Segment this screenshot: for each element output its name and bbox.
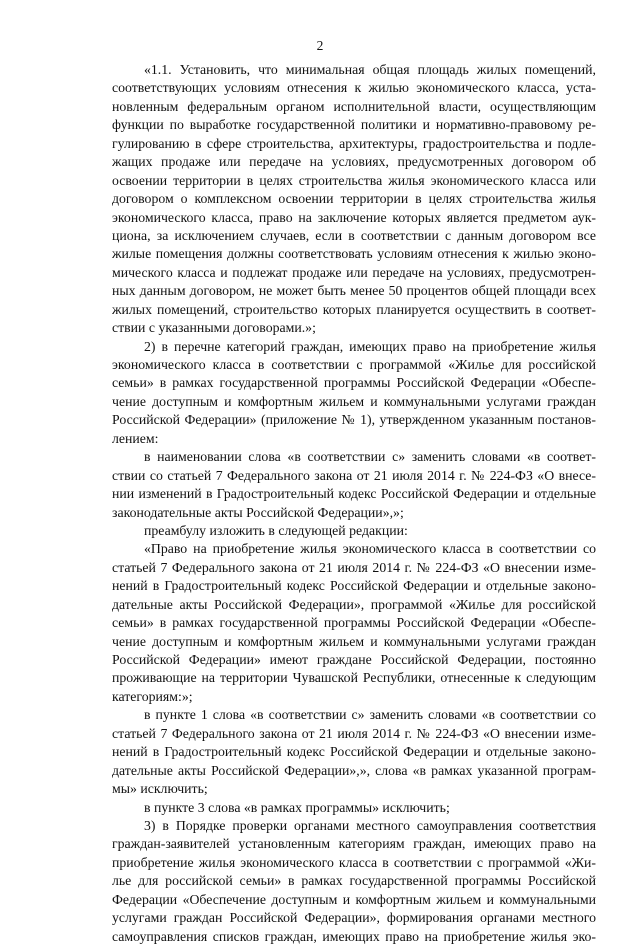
page-number: 2 <box>316 38 324 53</box>
text-line: Российской Федерации» имеют граждане Российской Федерации, постоянно <box>112 652 596 667</box>
text-line: лье для российской семьи» в рамках государственной программы Российской <box>112 873 596 889</box>
text-line: гулированию в сфере строительства, архитектуры, градостроительства и подле- <box>112 135 596 151</box>
text-line: «1.1. Установить, что минимальная общая площадь жилых помещений, <box>144 62 596 77</box>
text-line: лением: <box>112 430 159 446</box>
text-line: услугами граждан Российской Федерации», формирования органами местного <box>112 910 596 926</box>
document-body <box>112 61 596 946</box>
text-line: жилых помещений, строительство которых планируется осуществить в соответ- <box>112 301 596 317</box>
text-line: проживающие на территории Чувашской Республики, отнесенные к следующим <box>112 670 596 686</box>
text-line: экономического класса, право на заключение которых является предметом аук- <box>112 209 596 225</box>
text-line: граждан-заявителей установленным категориям граждан, имеющих право на <box>112 836 596 852</box>
text-line: 2) в перечне категорий граждан, имеющих право на приобретение жилья <box>144 338 596 354</box>
text-line: освоении территории в целях строительства жилья экономического класса или <box>112 172 596 188</box>
text-line: мического класса и подлежат продаже или передаче на условиях, предусмотрен- <box>112 264 596 280</box>
text-line: договором о комплексном освоении территории в целях строительства жилья <box>112 191 596 207</box>
text-line: экономического класса в соответствии с программой «Жилье для российской <box>112 357 596 372</box>
text-line: жилые помещения должны соответствовать условиям отнесения к жилью эконо- <box>112 246 596 262</box>
text-line: чение доступным и комфортным жильем и коммунальными услугами граждан <box>112 393 596 409</box>
text-line: чение доступным и комфортным жильем и коммунальными услугами граждан <box>112 633 596 649</box>
text-line: жащих продаже или передаче на условиях, предусмотренных договором об <box>112 154 596 170</box>
text-line: Российской Федерации» (приложение № 1), утвержденном указанным постанов- <box>112 412 596 428</box>
text-line: статьей 7 Федерального закона от 21 июля 2014 г. № 224-ФЗ «О внесении изме- <box>112 559 596 575</box>
text-line: ных данным договором, не может быть менее 50 процентов общей площади всех <box>112 283 596 299</box>
text-line: соответствующих условиям отнесения к жилью экономического класса, уста- <box>112 80 596 96</box>
text-line: нений в Градостроительный кодекс Российской Федерации и отдельные законо- <box>112 744 596 760</box>
text-line: в наименовании слова «в соответствии с» заменить словами «в соответ- <box>144 449 596 465</box>
text-line: законодательные акты Российской Федерации»,»; <box>112 504 404 520</box>
text-line: ствии со статьей 7 Федерального закона от 21 июля 2014 г. № 224-ФЗ «О внесе- <box>112 467 596 483</box>
text-line: статьей 7 Федерального закона от 21 июля 2014 г. № 224-ФЗ «О внесении изме- <box>112 725 596 741</box>
text-line: самоуправления списков граждан, имеющих право на приобретение жилья эко- <box>112 928 596 944</box>
text-line: мы» исключить; <box>112 781 208 797</box>
text-line: нений в Градостроительный кодекс Российской Федерации и отдельные законо- <box>112 578 596 594</box>
text-line: дательные акты Российской Федерации», программой «Жилье для российской <box>112 596 596 612</box>
text-line: 3) в Порядке проверки органами местного самоуправления соответствия <box>144 817 596 833</box>
text-line: семьи» в рамках государственной программы Российской Федерации «Обеспе- <box>112 375 596 391</box>
text-line: семьи» в рамках государственной программы Российской Федерации «Обеспе- <box>112 615 596 631</box>
text-line: новленным федеральным органом исполнительной власти, осуществляющим <box>112 98 596 114</box>
text-line: преамбулу изложить в следующей редакции: <box>144 522 408 538</box>
text-line: в пункте 3 слова «в рамках программы» исключить; <box>144 799 450 815</box>
text-line: приобретение жилья экономического класса в соответствии с программой «Жи- <box>112 854 596 870</box>
text-line: дательные акты Российской Федерации»,», слова «в рамках указанной програм- <box>112 762 596 778</box>
text-line: нии изменений в Градостроительный кодекс Российской Федерации и отдельные <box>112 486 596 502</box>
text-line: в пункте 1 слова «в соответствии с» заменить словами «в соответствии со <box>144 707 596 723</box>
text-line: циона, за исключением случаев, если в соответствии с данным договором все <box>112 227 596 243</box>
text-line: категориям:»; <box>112 688 193 704</box>
text-line: ствии с указанными договорами.»; <box>112 320 316 336</box>
text-line: Федерации «Обеспечение доступным и комфортным жильем и коммунальными <box>112 891 596 907</box>
text-line: «Право на приобретение жилья экономического класса в соответствии со <box>144 541 596 557</box>
text-line: функции по выработке государственной политики и нормативно-правовому ре- <box>112 117 596 133</box>
